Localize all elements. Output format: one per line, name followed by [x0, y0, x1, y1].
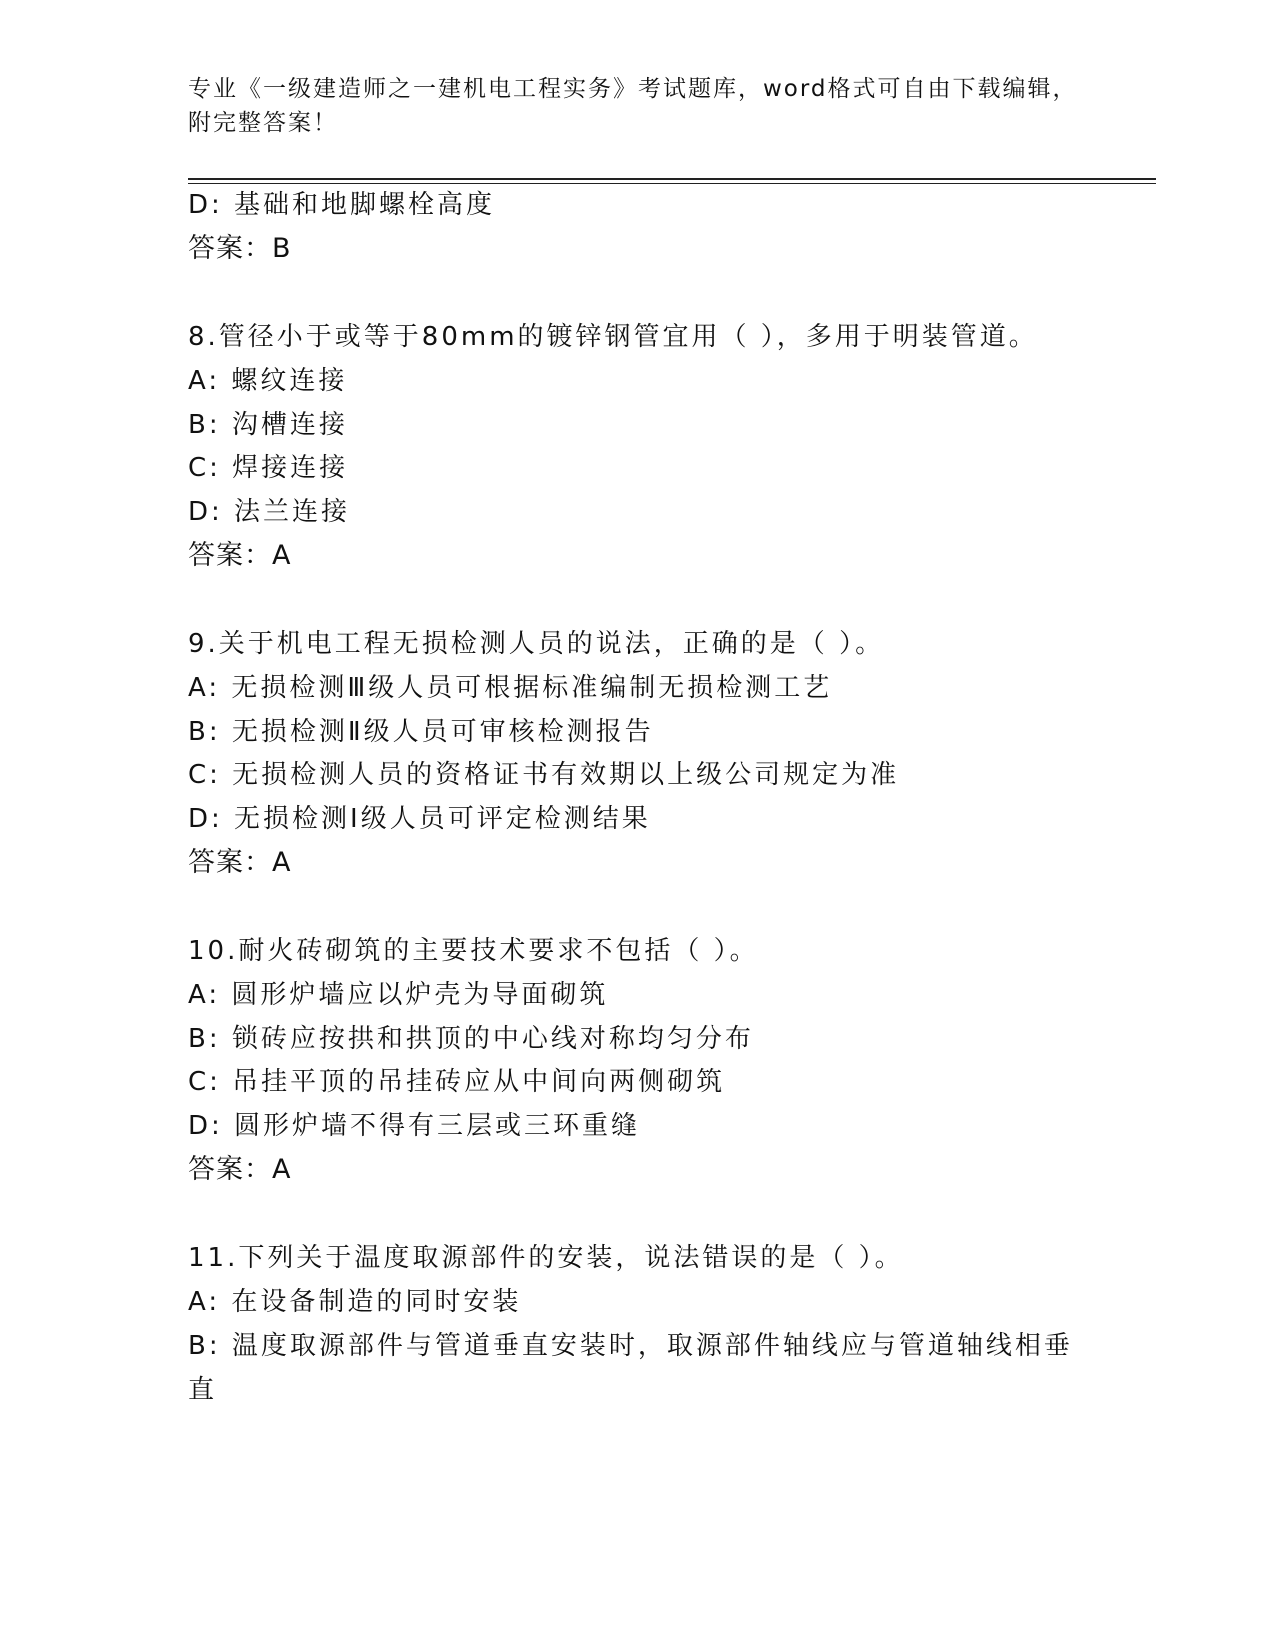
q10-option-b: B: 锁砖应按拱和拱顶的中心线对称均匀分布 — [188, 1024, 754, 1054]
q8-question: 8.管径小于或等于80mm的镀锌钢管宜用（ ），多用于明装管道。 — [188, 322, 1038, 352]
document-header — [188, 72, 1088, 140]
q8-option-d: D: 法兰连接 — [188, 497, 351, 527]
q11-option-a: A: 在设备制造的同时安装 — [188, 1287, 522, 1317]
q8-option-a: A: 螺纹连接 — [188, 366, 348, 396]
header-line-1: 专业《一级建造师之一建机电工程实务》考试题库，word格式可自由下载编辑， — [188, 76, 1078, 102]
q9-option-a: A: 无损检测Ⅲ级人员可根据标准编制无损检测工艺 — [188, 673, 833, 703]
q11-question: 11.下列关于温度取源部件的安装，说法错误的是（ ）。 — [188, 1243, 904, 1273]
q11-option-b-line-1: B: 温度取源部件与管道垂直安装时，取源部件轴线应与管道轴线相垂 — [188, 1331, 1073, 1361]
q10-option-c: C: 吊挂平顶的吊挂砖应从中间向两侧砌筑 — [188, 1067, 726, 1097]
q8-option-b: B: 沟槽连接 — [188, 410, 348, 440]
q9-question: 9.关于机电工程无损检测人员的说法，正确的是（ ）。 — [188, 629, 885, 659]
q9-option-b: B: 无损检测Ⅱ级人员可审核检测报告 — [188, 717, 654, 747]
q10-option-a: A: 圆形炉墙应以炉壳为导面砌筑 — [188, 980, 609, 1010]
q8-option-c: C: 焊接连接 — [188, 453, 349, 483]
q7-option-d: D: 基础和地脚螺栓高度 — [188, 190, 496, 220]
q11-option-b-line-2: 直 — [188, 1375, 218, 1405]
q10-answer: 答案：A — [188, 1154, 292, 1185]
q10-question: 10.耐火砖砌筑的主要技术要求不包括（ ）。 — [188, 936, 759, 966]
header-divider-thick — [188, 178, 1156, 180]
q10-option-d: D: 圆形炉墙不得有三层或三环重缝 — [188, 1111, 641, 1141]
q8-answer: 答案：A — [188, 540, 292, 571]
q9-option-c: C: 无损检测人员的资格证书有效期以上级公司规定为准 — [188, 760, 900, 790]
q9-answer: 答案：A — [188, 847, 292, 878]
header-line-2: 附完整答案！ — [188, 110, 338, 136]
q7-answer: 答案：B — [188, 233, 292, 264]
q9-option-d: D: 无损检测Ⅰ级人员可评定检测结果 — [188, 804, 651, 834]
header-divider-thin — [188, 183, 1156, 184]
